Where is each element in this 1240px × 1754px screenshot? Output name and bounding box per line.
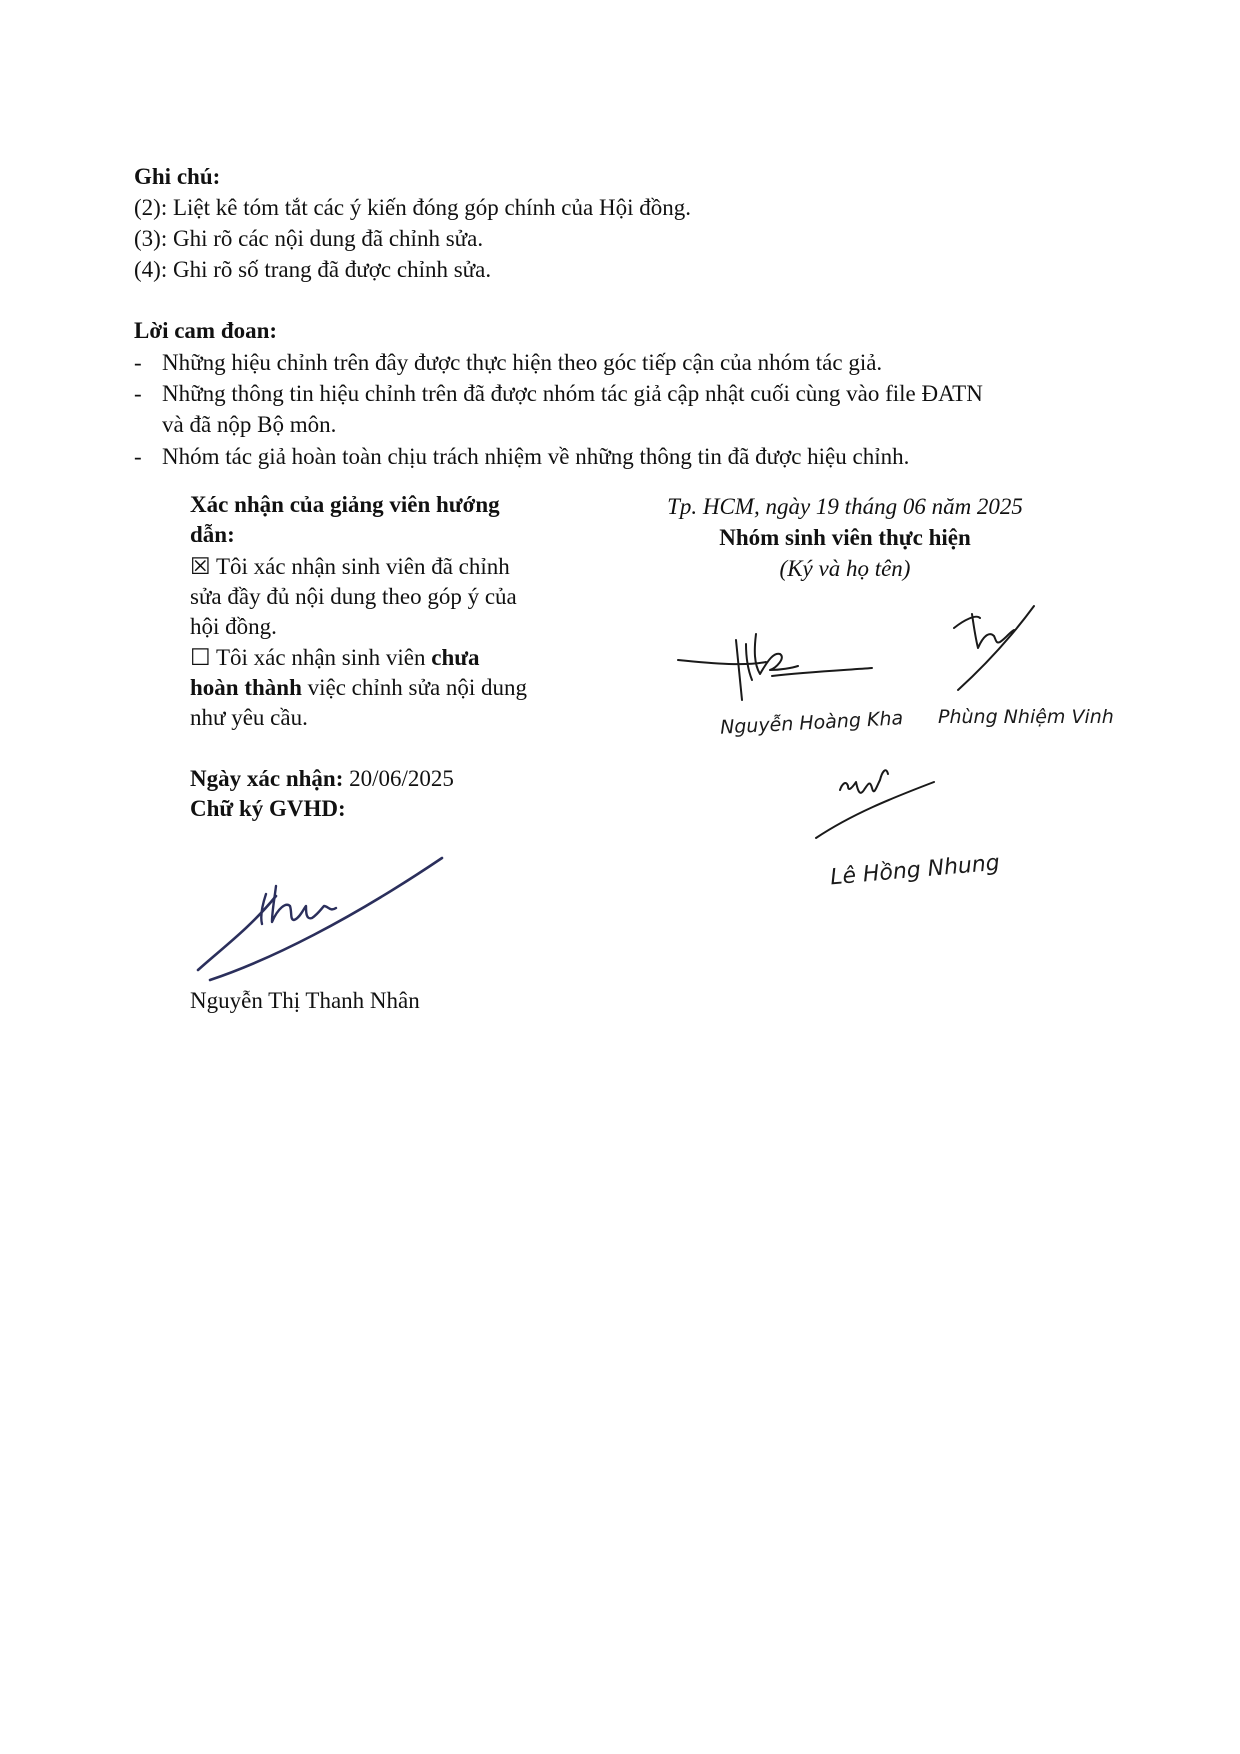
notes-heading: Ghi chú: xyxy=(134,164,221,189)
note-item: (2): Liệt kê tóm tắt các ý kiến đóng góp chính của Hội đồng. xyxy=(134,195,691,220)
students-title: Nhóm sinh viên thực hiện xyxy=(719,525,971,550)
option-text: Tôi xác nhận sinh viên đã chỉnh xyxy=(215,554,510,579)
confirm-date xyxy=(190,764,454,794)
student-name: Nguyễn Hoàng Kha xyxy=(719,707,904,739)
option-text-bold: hoàn thành xyxy=(190,675,302,700)
student-signature-icon xyxy=(950,604,1040,694)
pledge-item: Những hiệu chỉnh trên đây được thực hiện theo góc tiếp cận của nhóm tác giả. xyxy=(162,350,883,375)
pledge-item: Những thông tin hiệu chỉnh trên đã được nhóm tác giả cập nhật cuối cùng vào file ĐATN xyxy=(162,381,983,406)
advisor-heading-cont: dẫn: xyxy=(190,522,235,547)
pledge-item: Nhóm tác giả hoàn toàn chịu trách nhiệm về những thông tin đã được hiệu chỉnh. xyxy=(162,444,910,469)
note-item: (4): Ghi rõ số trang đã được chỉnh sửa. xyxy=(134,257,492,282)
confirm-date-value: 20/06/2025 xyxy=(343,766,454,791)
student-signature-icon xyxy=(676,630,896,710)
checked-box-icon: ☒ xyxy=(190,554,211,579)
bullet-dash: - xyxy=(134,350,142,375)
option-text-bold: chưa xyxy=(431,645,480,670)
students-subtitle: (Ký và họ tên) xyxy=(779,556,911,581)
option-confirmed xyxy=(190,552,510,582)
note-item: (3): Ghi rõ các nội dung đã chỉnh sửa. xyxy=(134,226,484,251)
signature-label: Chữ ký GVHD: xyxy=(190,796,346,821)
student-name: Phùng Nhiệm Vinh xyxy=(938,706,1114,728)
place-date: Tp. HCM, ngày 19 tháng 06 năm 2025 xyxy=(667,494,1023,519)
option-incomplete xyxy=(190,643,480,673)
confirm-date-label: Ngày xác nhận: xyxy=(190,766,344,791)
unchecked-box-icon: ☐ xyxy=(190,645,211,670)
bullet-dash: - xyxy=(134,444,142,469)
option-text: như yêu cầu. xyxy=(190,705,308,730)
advisor-heading: Xác nhận của giảng viên hướng xyxy=(190,492,500,517)
pledge-item-continuation: và đã nộp Bộ môn. xyxy=(162,412,337,437)
option-text: hội đồng. xyxy=(190,614,277,639)
advisor-name: Nguyễn Thị Thanh Nhân xyxy=(190,988,420,1013)
option-text: sửa đầy đủ nội dung theo góp ý của xyxy=(190,584,517,609)
student-signature-icon xyxy=(812,762,942,842)
option-text xyxy=(190,673,527,703)
option-text: Tôi xác nhận sinh viên xyxy=(215,645,432,670)
bullet-dash: - xyxy=(134,381,142,406)
advisor-signature-icon xyxy=(190,850,460,990)
pledge-heading: Lời cam đoan: xyxy=(134,318,278,343)
student-name: Lê Hồng Nhung xyxy=(829,850,1001,891)
option-text: việc chỉnh sửa nội dung xyxy=(301,675,528,700)
